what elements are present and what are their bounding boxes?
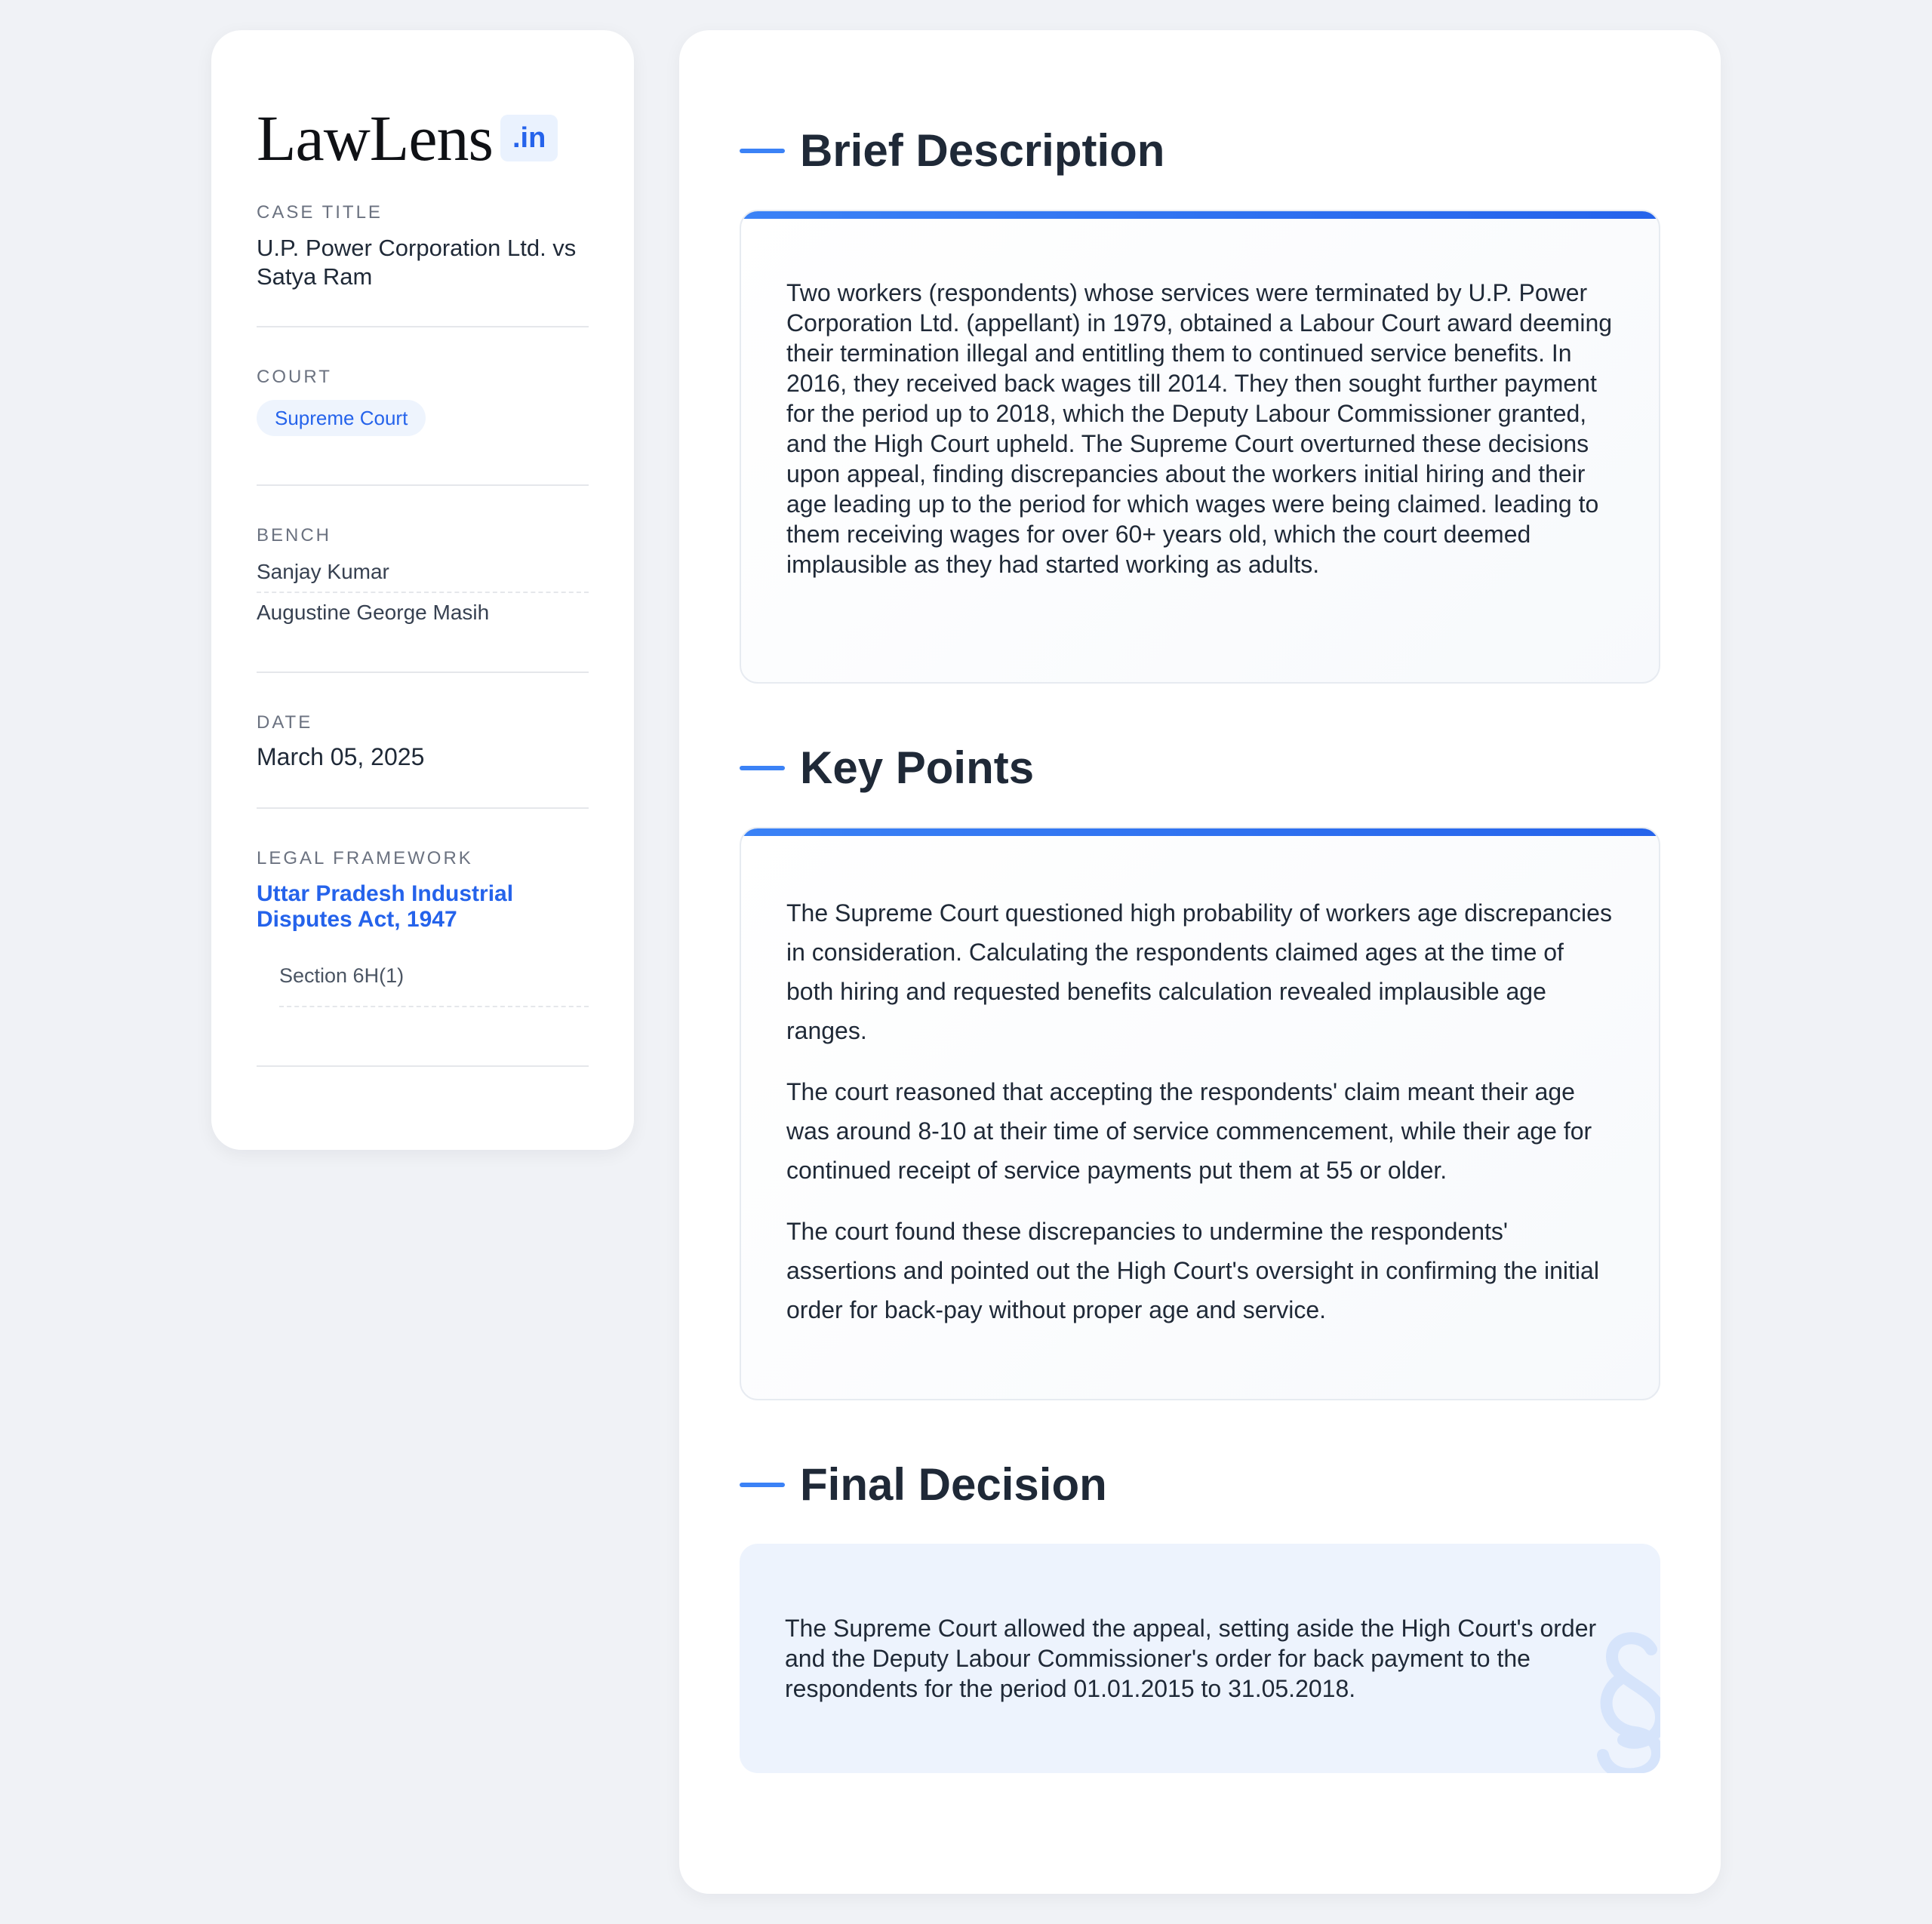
date-value: March 05, 2025 — [257, 743, 425, 770]
card-accent-bar — [741, 828, 1659, 836]
logo-wordmark: LawLens — [257, 102, 493, 174]
bench-section — [257, 525, 589, 632]
key-points-heading — [740, 742, 1035, 793]
case-title-label: CASE TITLE — [257, 202, 383, 223]
date-section — [257, 712, 589, 771]
legal-act-link[interactable]: Uttar Pradesh Industrial Disputes Act, 1947 — [257, 881, 514, 932]
heading-accent-bar — [740, 1483, 785, 1487]
final-decision-heading — [740, 1459, 1107, 1510]
key-points-title: Key Points — [800, 742, 1035, 793]
case-title-section — [257, 202, 589, 291]
legal-framework-section — [257, 848, 589, 1007]
bench-judge: Augustine George Masih — [257, 601, 490, 624]
final-decision-text: The Supreme Court allowed the appeal, setting aside the High Court's order and the Deputy Labour Commissioner's order for back payment to the respondents for the period 01.01.2015 to 31.05.2018. — [785, 1615, 1597, 1702]
brief-description-card — [740, 210, 1660, 684]
divider — [257, 326, 589, 327]
card-accent-bar — [741, 211, 1659, 219]
divider — [257, 807, 589, 809]
key-points-card — [740, 827, 1660, 1400]
divider — [257, 672, 589, 673]
final-decision-title: Final Decision — [800, 1459, 1107, 1510]
final-decision-card — [740, 1544, 1660, 1773]
legal-framework-label: LEGAL FRAMEWORK — [257, 848, 473, 868]
brief-description-heading — [740, 125, 1165, 176]
logo-domain-badge: .in — [500, 115, 558, 161]
legal-section-item: Section 6H(1) — [279, 964, 589, 1007]
key-point-item: The court reasoned that accepting the respondents' claim meant their age was around 8-10 at their time of service commencement, while their age for continued receipt of service payments put them at 55 or older. — [786, 1078, 1592, 1184]
brief-description-title: Brief Description — [800, 125, 1165, 176]
heading-accent-bar — [740, 149, 785, 153]
heading-accent-bar — [740, 766, 785, 770]
key-point-item: The court found these discrepancies to undermine the respondents' assertions and pointed out the High Court's oversight in confirming the initial order for back-pay without proper age and service. — [786, 1218, 1599, 1323]
bench-judge: Sanjay Kumar — [257, 552, 589, 593]
court-badge: Supreme Court — [257, 400, 426, 436]
case-summary-main — [679, 30, 1721, 1894]
brief-description-text: Two workers (respondents) whose services were terminated by U.P. Power Corporation Ltd. (appellant) in 1979, obtained a Labour Court award deeming their termination illegal and entitling them to continued service benefits. In 2016, they received back wages till 2014. They then sought further payment for the period up to 2018, which the Deputy Labour Commissioner granted, and the High Court upheld. The Supreme Court overturned these decisions upon appeal, finding discrepancies about the workers initial hiring and their age leading up to the period for which wages were being claimed. leading to them receiving wages for over 60+ years old, which the court deemed implausible as they had started working as adults. — [786, 279, 1613, 578]
court-section — [257, 367, 589, 436]
date-label: DATE — [257, 712, 313, 733]
court-label: COURT — [257, 367, 332, 387]
case-info-sidebar — [211, 30, 634, 1150]
bench-list — [257, 552, 589, 632]
site-logo[interactable] — [257, 102, 558, 174]
divider — [257, 484, 589, 486]
case-title-value: U.P. Power Corporation Ltd. vs Satya Ram — [257, 235, 577, 290]
divider — [257, 1065, 589, 1067]
bench-label: BENCH — [257, 525, 332, 546]
section-sign-icon — [1589, 1627, 1660, 1773]
key-point-item: The Supreme Court questioned high probability of workers age discrepancies in consideration. Calculating the respondents claimed ages at the time of both hiring and requested benefits calculation revealed implausible age ranges. — [786, 899, 1612, 1044]
key-points-list — [786, 893, 1615, 1351]
